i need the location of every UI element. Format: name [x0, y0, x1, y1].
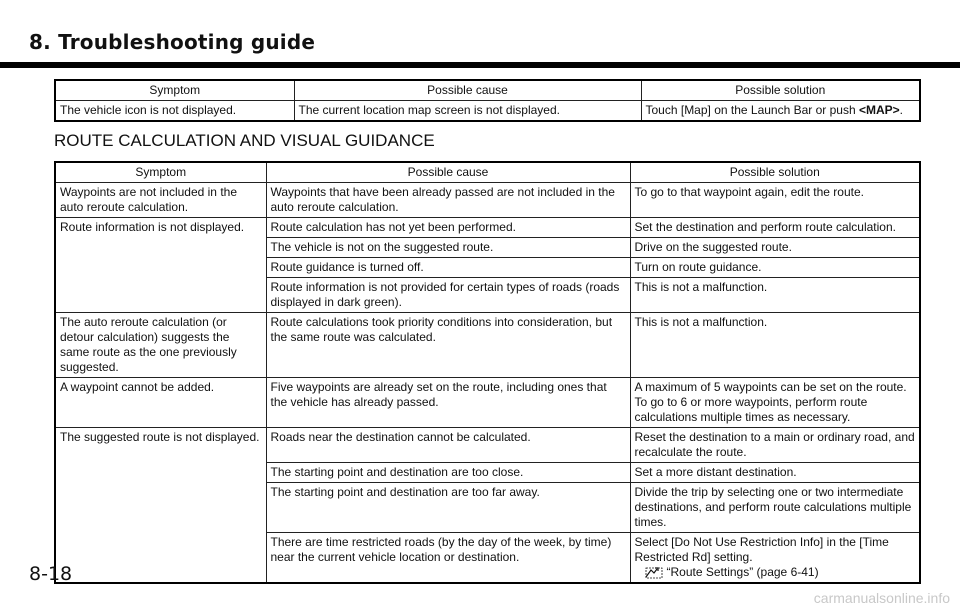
solution-cell: Drive on the suggested route. — [630, 238, 920, 258]
cause-cell: Roads near the destination cannot be calculated. — [266, 428, 630, 463]
reference-icon — [645, 567, 663, 579]
cause-cell: Five waypoints are already set on the route, including ones that the vehicle has already passed. — [266, 378, 630, 428]
cause-cell: The current location map screen is not displayed. — [294, 101, 641, 122]
solution-cell: Set the destination and perform route calculation. — [630, 218, 920, 238]
solution-cell: Divide the trip by selecting one or two intermediate destinations, and perform route calculations multiple times. — [630, 483, 920, 533]
header-cause: Possible cause — [294, 80, 641, 101]
symptom-cell: A waypoint cannot be added. — [55, 378, 266, 428]
table-row — [55, 428, 920, 463]
cause-cell: There are time restricted roads (by the day of the week, by time) near the current vehicle location or destination. — [266, 533, 630, 584]
header-solution: Possible solution — [641, 80, 920, 101]
cause-cell: The starting point and destination are too close. — [266, 463, 630, 483]
cause-cell: The starting point and destination are too far away. — [266, 483, 630, 533]
table-row — [55, 101, 920, 122]
table-row — [55, 183, 920, 218]
header-symptom: Symptom — [55, 80, 294, 101]
vehicle-icon-table — [54, 79, 921, 122]
cause-cell: Waypoints that have been already passed are not included in the auto reroute calculation. — [266, 183, 630, 218]
page-number: 8-18 — [29, 563, 73, 585]
table-row — [55, 313, 920, 378]
symptom-cell: Route information is not displayed. — [55, 218, 266, 313]
map-key-label: <MAP> — [858, 103, 900, 117]
solution-text: Select [Do Not Use Restriction Info] in the [Time Restricted Rd] setting. — [634, 535, 889, 564]
header-symptom: Symptom — [55, 162, 266, 183]
cause-cell: Route calculations took priority conditions into consideration, but the same route was calculated. — [266, 313, 630, 378]
solution-cell: To go to that waypoint again, edit the route. — [630, 183, 920, 218]
solution-cell: Set a more distant destination. — [630, 463, 920, 483]
solution-cell: Turn on route guidance. — [630, 258, 920, 278]
table-header-row — [55, 162, 920, 183]
symptom-cell: The suggested route is not displayed. — [55, 428, 266, 584]
solution-period: . — [899, 103, 903, 117]
solution-cell: This is not a malfunction. — [630, 313, 920, 378]
solution-cell: A maximum of 5 waypoints can be set on the route. To go to 6 or more waypoints, perform route calculations multiple times as necessary. — [630, 378, 920, 428]
page-reference[interactable] — [635, 565, 916, 580]
table-header-row — [55, 80, 920, 101]
cause-cell: The vehicle is not on the suggested route. — [266, 238, 630, 258]
title-rule — [0, 62, 960, 68]
solution-cell: This is not a malfunction. — [630, 278, 920, 313]
watermark: carmanualsonline.info — [813, 590, 950, 606]
cause-cell: Route information is not provided for certain types of roads (roads displayed in dark green). — [266, 278, 630, 313]
section-heading: ROUTE CALCULATION AND VISUAL GUIDANCE — [54, 131, 435, 150]
symptom-cell: The auto reroute calculation (or detour calculation) suggests the same route as the one previously suggested. — [55, 313, 266, 378]
cause-cell: Route guidance is turned off. — [266, 258, 630, 278]
header-cause: Possible cause — [266, 162, 630, 183]
symptom-cell: Waypoints are not included in the auto reroute calculation. — [55, 183, 266, 218]
table-row — [55, 378, 920, 428]
route-calculation-table — [54, 161, 921, 584]
solution-cell — [641, 101, 920, 122]
symptom-cell: The vehicle icon is not displayed. — [55, 101, 294, 122]
solution-cell — [630, 533, 920, 584]
solution-text: Touch [Map] on the Launch Bar or push — [645, 103, 859, 117]
table-row — [55, 218, 920, 238]
header-solution: Possible solution — [630, 162, 920, 183]
cause-cell: Route calculation has not yet been performed. — [266, 218, 630, 238]
page-title: 8. Troubleshooting guide — [29, 30, 316, 54]
reference-label: “Route Settings” (page 6-41) — [666, 565, 819, 579]
solution-cell: Reset the destination to a main or ordinary road, and recalculate the route. — [630, 428, 920, 463]
